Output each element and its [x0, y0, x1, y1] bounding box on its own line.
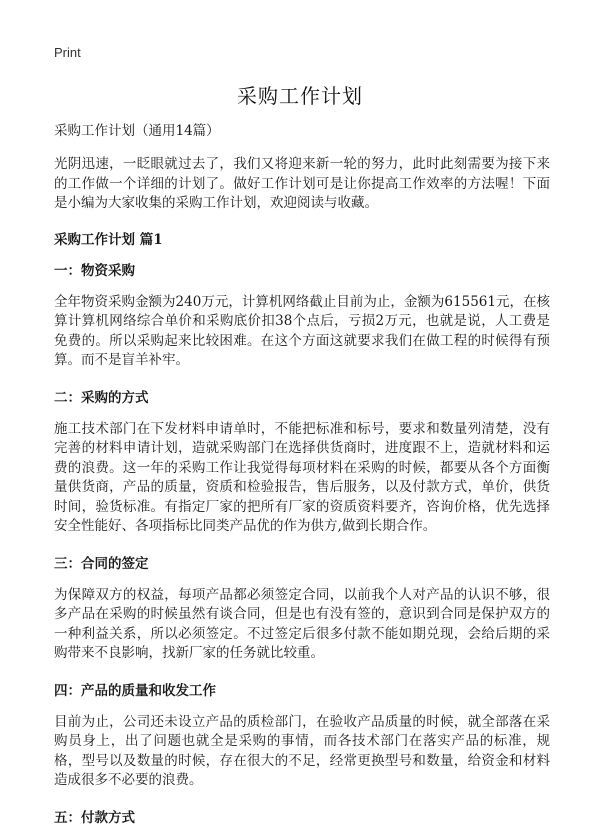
section-paragraph-1: 全年物资采购金额为240万元，计算机网络截止目前为止，金额为615561元，在核算计算机网络综合单价和采购底价扣38个点后，亏损2万元，也就是说，人工费是免费的。所以采购起来比较困难。在这个方面这就要求我们在做工程的时候得有预算。而不是盲羊补牢。	[54, 293, 550, 368]
section-heading-2: 二：采购的方式	[54, 389, 149, 406]
section-paragraph-2: 施工技术部门在下发材料申请单时，不能把标准和标号，要求和数量列清楚，没有完善的材料申请计划，造就采购部门在选择供货商时，进度跟不上，造就材料和运费的浪费。这一年的采购工作让我觉得每项材料在采购的时候，都要从各个方面衡量供货商，产品的质量，资质和检验报告，售后服务，以及付款方式，单价，供货时间，验货标准。有指定厂家的把所有厂家的资质资料要齐，咨询价格，优先选择安全性能好、各项指标比同类产品优的作为供方,做到长期合作。	[54, 420, 550, 534]
page-title: 采购工作计划	[237, 84, 363, 108]
section-paragraph-4: 目前为止，公司还未设立产品的质检部门，在验收产品质量的时候，就全部落在采购员身上，出了问题也就全是采购的事情，而各技术部门在落实产品的标准，规格，型号以及数量的时候，存在很大的不足，经常更换型号和数量，给资金和材料造成很多不必要的浪费。	[54, 713, 550, 788]
section-heading-4: 四：产品的质量和收发工作	[54, 682, 216, 699]
print-link[interactable]: Print	[54, 45, 81, 60]
intro-paragraph: 光阴迅速，一眨眼就过去了，我们又将迎来新一轮的努力，此时此刻需要为接下来的工作做一个详细的计划了。做好工作计划可是让你提高工作效率的方法喔！下面是小编为大家收集的采购工作计划，欢迎阅读与收藏。	[54, 156, 550, 211]
document-subtitle: 采购工作计划（通用14篇）	[54, 123, 220, 139]
document-body	[54, 121, 550, 828]
section-heading-5: 五：付款方式	[54, 809, 135, 826]
section-heading-1: 一：物资采购	[54, 262, 135, 279]
section-heading-3: 三：合同的签定	[54, 555, 149, 572]
chapter-heading: 采购工作计划 篇1	[54, 231, 163, 248]
section-paragraph-3: 为保障双方的权益，每项产品都必须签定合同，以前我个人对产品的认识不够，很多产品在采购的时候虽然有谈合同，但是也有没有签的，意识到合同是保护双方的一种利益关系，所以必须签定。不过签定后很多付款不能如期兑现，会给后期的采购带来不良影响，找新厂家的任务就比较重。	[54, 586, 550, 661]
